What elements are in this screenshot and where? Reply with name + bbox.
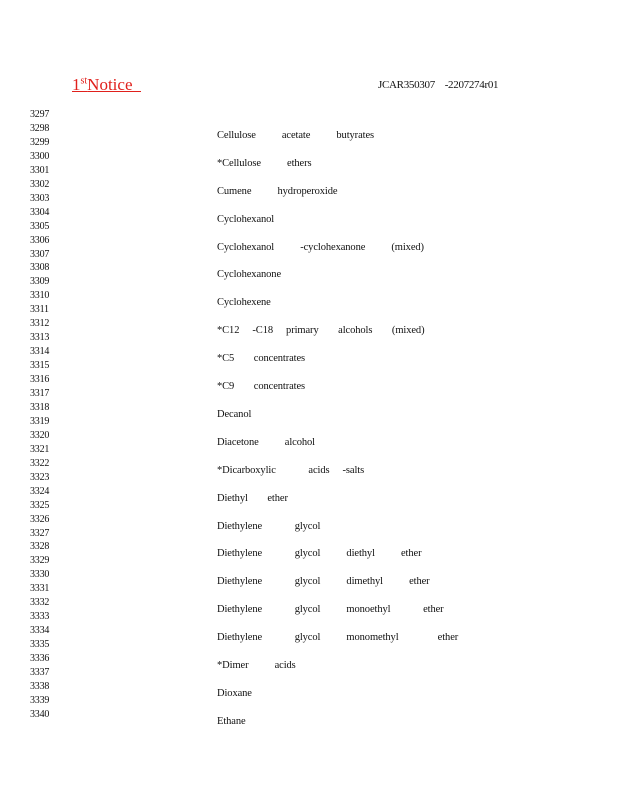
line-number: 3325 (30, 500, 50, 511)
line-number: 3328 (30, 541, 50, 552)
chemical-entry: Cumene hydroperoxide (217, 186, 338, 197)
chemical-entry: Diethylene glycol dimethyl ether (217, 576, 430, 587)
line-number: 3322 (30, 458, 50, 469)
line-number: 3299 (30, 137, 50, 148)
line-number: 3311 (30, 304, 49, 315)
line-number: 3314 (30, 346, 50, 357)
chemical-entry: Diethylene glycol diethyl ether (217, 548, 422, 559)
chemical-entry: Dioxane (217, 688, 252, 699)
chemical-entry: *Dimer acids (217, 660, 296, 671)
notice-heading (72, 75, 141, 95)
chemical-entry: Ethane (217, 716, 246, 727)
notice-number: 1 (72, 75, 81, 94)
line-number: 3309 (30, 276, 50, 287)
chemical-entry: Cellulose acetate butyrates (217, 130, 374, 141)
line-number: 3326 (30, 514, 50, 525)
line-number: 3324 (30, 486, 50, 497)
line-number: 3323 (30, 472, 50, 483)
line-number: 3302 (30, 179, 50, 190)
line-number: 3329 (30, 555, 50, 566)
line-number: 3305 (30, 221, 50, 232)
chemical-entry: Cyclohexanol -cyclohexanone (mixed) (217, 242, 424, 253)
chemical-entry: *C9 concentrates (217, 381, 306, 392)
line-number: 3316 (30, 374, 50, 385)
line-number: 3327 (30, 528, 50, 539)
chemical-entry: Diethylene glycol monomethyl ether (217, 632, 459, 643)
chemical-entry: *C5 concentrates (217, 353, 306, 364)
chemical-entry: Diethylene glycol (217, 521, 321, 532)
line-number: 3301 (30, 165, 50, 176)
line-number: 3339 (30, 695, 50, 706)
line-number: 3330 (30, 569, 50, 580)
chemical-entry: Diethylene glycol monoethyl ether (217, 604, 444, 615)
line-number: 3338 (30, 681, 50, 692)
line-number: 3336 (30, 653, 50, 664)
line-number: 3313 (30, 332, 50, 343)
line-number: 3297 (30, 109, 50, 120)
line-number: 3337 (30, 667, 50, 678)
chemical-entry: Decanol (217, 409, 252, 420)
line-number: 3318 (30, 402, 50, 413)
line-number: 3303 (30, 193, 50, 204)
line-number: 3334 (30, 625, 50, 636)
line-number: 3335 (30, 639, 50, 650)
line-number: 3321 (30, 444, 50, 455)
line-number: 3307 (30, 249, 50, 260)
line-number: 3312 (30, 318, 50, 329)
chemical-entry: Cyclohexanone (217, 269, 282, 280)
line-number: 3340 (30, 709, 50, 720)
line-number: 3298 (30, 123, 50, 134)
line-number: 3333 (30, 611, 50, 622)
notice-ordinal-suffix: st (80, 75, 88, 87)
line-number: 3306 (30, 235, 50, 246)
line-number: 3315 (30, 360, 50, 371)
chemical-entry: Cyclohexanol (217, 214, 275, 225)
line-number: 3317 (30, 388, 50, 399)
line-number: 3308 (30, 262, 50, 273)
line-number: 3332 (30, 597, 50, 608)
notice-label: Notice (87, 75, 133, 94)
chemical-entry: *C12 -C18 primary alcohols (mixed) (217, 325, 425, 336)
chemical-entry: *Dicarboxylic acids -salts (217, 465, 365, 476)
chemical-entry: Diethyl ether (217, 493, 288, 504)
line-number: 3320 (30, 430, 50, 441)
line-number: 3319 (30, 416, 50, 427)
chemical-entry: Cyclohexene (217, 297, 271, 308)
line-number: 3310 (30, 290, 50, 301)
line-number: 3331 (30, 583, 50, 594)
document-id: JCAR350307 -2207274r01 (378, 79, 499, 91)
line-number: 3300 (30, 151, 50, 162)
line-number: 3304 (30, 207, 50, 218)
chemical-entry: Diacetone alcohol (217, 437, 315, 448)
chemical-entry: *Cellulose ethers (217, 158, 312, 169)
